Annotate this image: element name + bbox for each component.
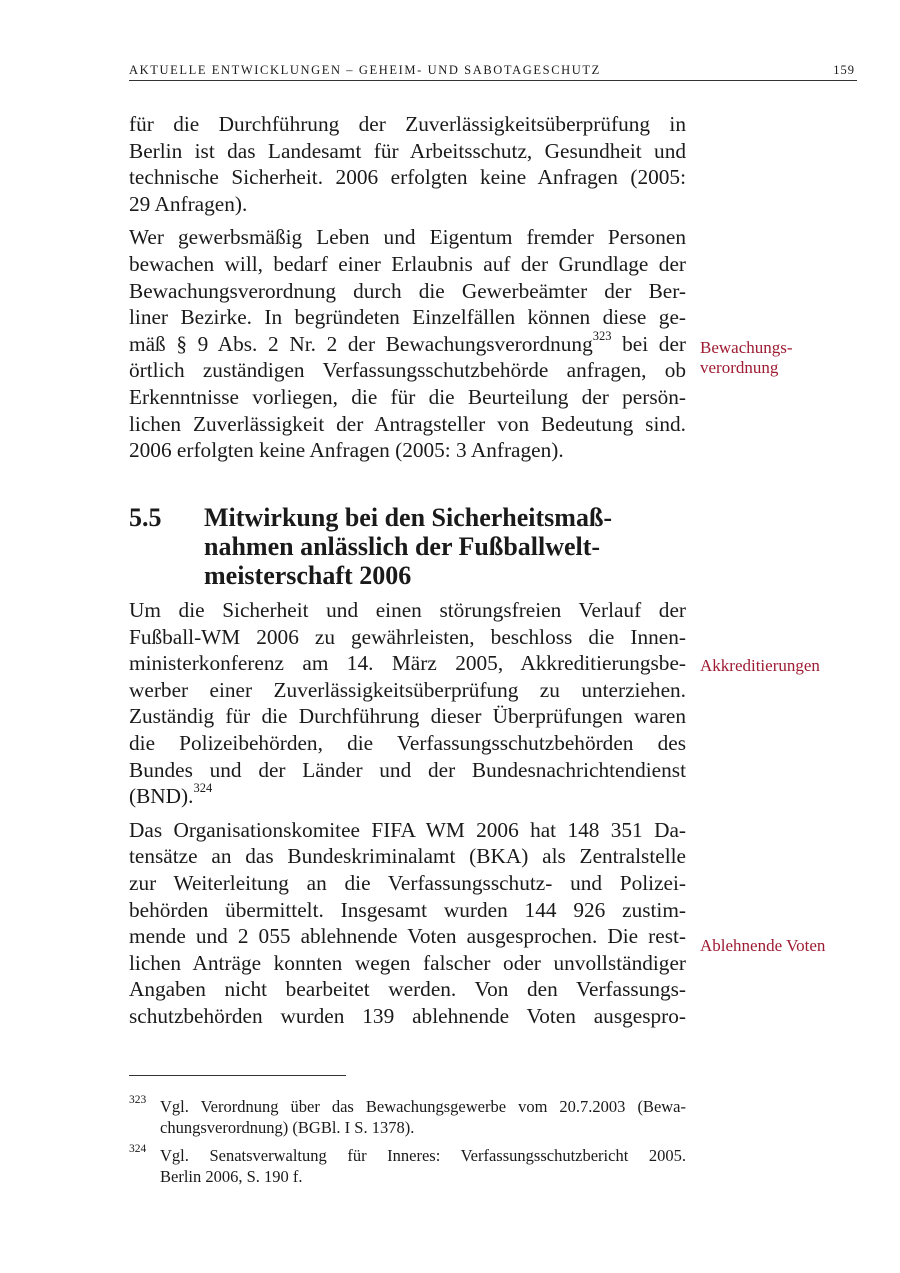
footnote-line: Vgl. Verordnung über das Bewachungsgewerbe vom 20.7.2003 (Bewa- <box>160 1097 686 1116</box>
section-number: 5.5 <box>129 503 162 532</box>
text-line: für die Durchführung der Zuverlässigkeitsüberprüfung in <box>129 112 686 136</box>
text-line: örtlich zuständigen Verfassungsschutzbehörde anfragen, ob <box>129 358 686 383</box>
text-line: mende und 2 055 ablehnende Voten ausgesprochen. Die rest- <box>129 924 686 949</box>
text-line: ministerkonferenz am 14. März 2005, Akkreditierungsbe- <box>129 651 686 676</box>
section-title-line: meisterschaft 2006 <box>204 561 412 590</box>
text-line: Das Organisationskomitee FIFA WM 2006 hat 148 351 Da- <box>129 817 686 842</box>
paragraph-voten <box>129 817 686 1030</box>
footnote-ref-324[interactable]: 324 <box>193 781 213 796</box>
text-line: werber einer Zuverlässigkeitsüberprüfung zu unterziehen. <box>129 677 686 702</box>
footnote-separator <box>129 1075 346 1076</box>
text-line: Um die Sicherheit und einen störungsfreien Verlauf der <box>129 598 686 622</box>
margin-note-ablehnende-voten <box>700 936 825 956</box>
text-line: behörden übermittelt. Insgesamt wurden 144 926 zustim- <box>129 897 686 922</box>
body-block-1 <box>129 111 686 464</box>
text-line: tensätze an das Bundeskriminalamt (BKA) als Zentralstelle <box>129 844 686 869</box>
margin-note-bewachungsverordnung <box>700 338 793 378</box>
text-line: lichen Zuverlässigkeit der Antragsteller von Bedeutung sind. <box>129 411 686 436</box>
text-line: Berlin ist das Landesamt für Arbeitsschutz, Gesundheit und <box>129 138 686 163</box>
section-title-line: Mitwirkung bei den Sicherheitsmaß- <box>204 503 613 532</box>
text-line: 2006 erfolgten keine Anfragen (2005: 3 Anfragen). <box>129 438 564 463</box>
text-line: bewachen will, bedarf einer Erlaubnis auf der Grundlage der <box>129 251 686 276</box>
footnote-text <box>160 1096 686 1138</box>
footnote-number: 324 <box>129 1143 147 1155</box>
text-line: Bundes und der Länder und der Bundesnachrichtendienst <box>129 757 686 782</box>
text-line: technische Sicherheit. 2006 erfolgten keine Anfragen (2005: <box>129 165 686 190</box>
running-head <box>129 62 857 81</box>
paragraph-bewachung <box>129 224 686 463</box>
text-line: Fußball-WM 2006 zu gewährleisten, beschloss die Innen- <box>129 624 686 649</box>
text-line: liner Bezirke. In begründeten Einzelfällen können diese ge- <box>129 305 686 330</box>
text-line-with-footnote <box>129 783 686 810</box>
text-line: 29 Anfragen). <box>129 191 248 216</box>
footnote-line: Vgl. Senatsverwaltung für Inneres: Verfassungsschutzbericht 2005. <box>160 1146 686 1165</box>
text-line-with-footnote <box>129 328 686 358</box>
page-number: 159 <box>833 63 855 77</box>
text-segment: mäß § 9 Abs. 2 Nr. 2 der Bewachungsverordnung <box>129 331 593 356</box>
margin-note-line: verordnung <box>700 358 779 377</box>
text-segment: (BND). <box>129 784 194 809</box>
text-line: Bewachungsverordnung durch die Gewerbeämter der Ber- <box>129 278 686 303</box>
margin-note-line: Bewachungs- <box>700 338 793 357</box>
paragraph-zuverlaessigkeit <box>129 111 686 217</box>
text-line: Erkenntnisse vorliegen, die für die Beurteilung der persön- <box>129 384 686 409</box>
section-title <box>204 503 694 590</box>
text-line: lichen Anträge konnten wegen falscher oder unvollständiger <box>129 950 686 975</box>
section-title-line: nahmen anlässlich der Fußballwelt- <box>204 532 601 561</box>
text-line: zur Weiterleitung an die Verfassungsschutz- und Polizei- <box>129 870 686 895</box>
text-line: schutzbehörden wurden 139 ablehnende Voten ausgespro- <box>129 1003 686 1028</box>
margin-note-akkreditierungen <box>700 656 820 676</box>
body-block-2 <box>129 597 686 1030</box>
text-line: Angaben nicht bearbeitet werden. Von den Verfassungs- <box>129 977 686 1002</box>
footnote-line: Berlin 2006, S. 190 f. <box>160 1167 303 1186</box>
footnote-number: 323 <box>129 1094 147 1106</box>
text-line: die Polizeibehörden, die Verfassungsschutzbehörden des <box>129 730 686 755</box>
margin-note-line: Akkreditierungen <box>700 656 820 675</box>
text-line: Zuständig für die Durchführung dieser Überprüfungen waren <box>129 704 686 729</box>
footnote-line: chungsverordnung) (BGBl. I S. 1378). <box>160 1118 415 1137</box>
margin-note-line: Ablehnende Voten <box>700 936 826 955</box>
running-title: AKTUELLE ENTWICKLUNGEN – GEHEIM- UND SABOTAGESCHUTZ <box>129 63 601 77</box>
paragraph-akkreditierung <box>129 597 686 810</box>
text-line: Wer gewerbsmäßig Leben und Eigentum fremder Personen <box>129 225 686 250</box>
text-segment: bei der <box>611 331 686 356</box>
footnote-ref-323[interactable]: 323 <box>592 328 612 343</box>
footnote-text <box>160 1145 686 1187</box>
